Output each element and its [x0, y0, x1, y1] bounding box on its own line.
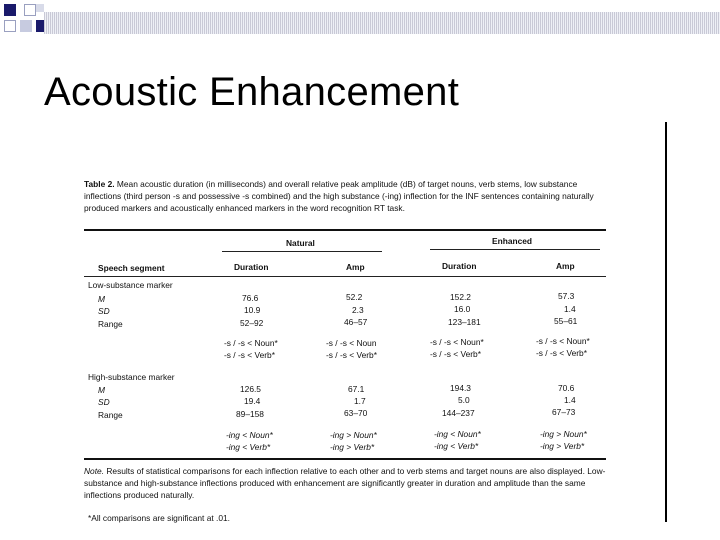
- stat-label: Range: [98, 319, 123, 329]
- stat-label: M: [98, 385, 105, 395]
- natural-rule: [222, 251, 382, 252]
- table-cell: 46–57: [344, 317, 368, 327]
- col-enhanced-amp: Amp: [556, 261, 575, 271]
- stat-label: Range: [98, 410, 123, 420]
- table-cell: 89–158: [236, 409, 264, 419]
- divider-line: [665, 122, 667, 522]
- comparison-text: -s / -s < Noun: [326, 338, 377, 348]
- header-rule: [84, 276, 606, 277]
- comparison-text: -ing < Noun*: [434, 429, 481, 439]
- caption-text: Mean acoustic duration (in milliseconds) and overall relative peak amplitude (dB) of target nouns, verb stems, low substance inflections (third person -s and possessive -s combined) and the high substance (-ing) inflection for the INF sentences containing naturally produced markers and acoustically enhanced markers in the word recognition RT task.: [84, 179, 594, 213]
- enhanced-rule: [430, 249, 600, 250]
- table-cell: 52.2: [346, 292, 363, 302]
- table-cell: 1.4: [564, 395, 576, 405]
- table-cell: 63–70: [344, 408, 368, 418]
- stat-label: SD: [98, 397, 110, 407]
- comparison-text: -ing > Verb*: [540, 441, 585, 451]
- comparison-text: -ing < Noun*: [226, 430, 273, 440]
- caption-label: Table 2.: [84, 179, 115, 189]
- table-cell: 16.0: [454, 304, 471, 314]
- section-label: High-substance marker: [88, 372, 175, 382]
- table-bottom-rule: [84, 458, 606, 460]
- comparison-text: -ing < Verb*: [434, 441, 479, 451]
- table-cell: 1.4: [564, 304, 576, 314]
- group-enhanced-header: Enhanced: [492, 236, 533, 246]
- scanned-table: [84, 178, 606, 523]
- table-cell: 67.1: [348, 384, 365, 394]
- table-cell: 10.9: [244, 305, 261, 315]
- comparison-text: -s / -s < Verb*: [536, 348, 587, 358]
- table-top-rule: [84, 229, 606, 231]
- comparison-text: -s / -s < Noun*: [536, 336, 590, 346]
- comparison-text: -ing < Verb*: [226, 442, 271, 452]
- square-decoration: [4, 20, 16, 32]
- table-cell: 194.3: [450, 383, 471, 393]
- section-label: Low-substance marker: [88, 280, 173, 290]
- col-enhanced-duration: Duration: [442, 261, 477, 271]
- comparison-text: -ing > Verb*: [330, 442, 375, 452]
- table-cell: 2.3: [352, 305, 364, 315]
- table-cell: 76.6: [242, 293, 259, 303]
- col-natural-duration: Duration: [234, 262, 269, 272]
- table-cell: 5.0: [458, 395, 470, 405]
- comparison-text: -s / -s < Verb*: [224, 350, 275, 360]
- footnote: *All comparisons are significant at .01.: [88, 513, 230, 523]
- comparison-text: -ing > Noun*: [330, 430, 377, 440]
- table-cell: 70.6: [558, 383, 575, 393]
- table-cell: 1.7: [354, 396, 366, 406]
- comparison-text: -s / -s < Verb*: [326, 350, 377, 360]
- table-note: [84, 465, 606, 501]
- slide-title: Acoustic Enhancement: [44, 70, 460, 114]
- square-decoration: [20, 20, 32, 32]
- comparison-text: -s / -s < Verb*: [430, 349, 481, 359]
- comparison-text: -ing > Noun*: [540, 429, 587, 439]
- table-cell: 19.4: [244, 396, 261, 406]
- stat-label: SD: [98, 306, 110, 316]
- comparison-text: -s / -s < Noun*: [224, 338, 278, 348]
- table-caption: [84, 178, 606, 214]
- stat-label: M: [98, 294, 105, 304]
- square-decoration: [36, 4, 44, 12]
- note-text: Results of statistical comparisons for each inflection relative to each other and to verb stems and target nouns are also displayed. Low-substance and high-substance inflections produced with enhancement are significantly greater in duration and amplitude than the same inflections produced naturally.: [84, 466, 606, 500]
- table-cell: 57.3: [558, 291, 575, 301]
- table-cell: 152.2: [450, 292, 471, 302]
- square-decoration: [4, 4, 16, 16]
- group-natural-header: Natural: [286, 238, 315, 248]
- col-speech-segment: Speech segment: [98, 263, 165, 273]
- table-cell: 67–73: [552, 407, 576, 417]
- table-cell: 123–181: [448, 317, 481, 327]
- table-cell: 55–61: [554, 316, 578, 326]
- col-natural-amp: Amp: [346, 262, 365, 272]
- note-label: Note.: [84, 466, 105, 476]
- header-stripe: [44, 12, 720, 34]
- comparison-text: -s / -s < Noun*: [430, 337, 484, 347]
- table-cell: 52–92: [240, 318, 264, 328]
- square-decoration: [24, 4, 36, 16]
- table-cell: 126.5: [240, 384, 261, 394]
- table-cell: 144–237: [442, 408, 475, 418]
